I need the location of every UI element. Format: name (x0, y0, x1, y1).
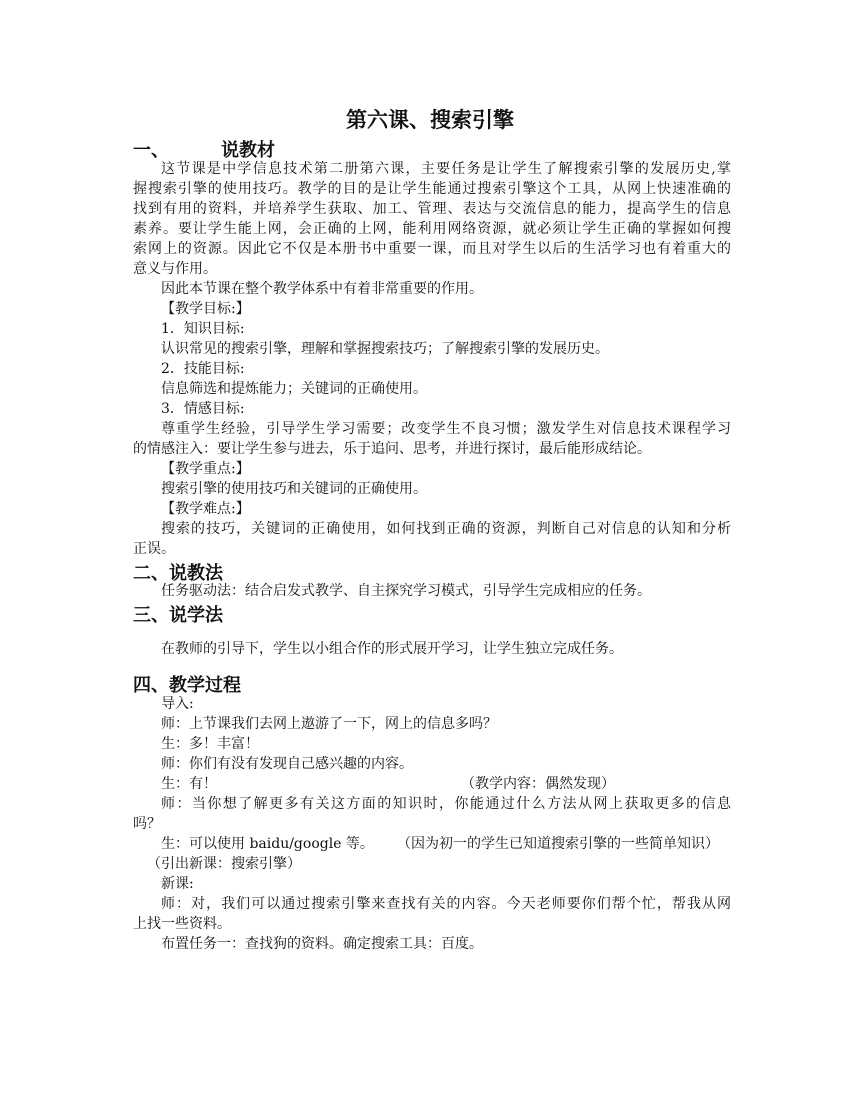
paragraph-line: 找到有用的资料，并培养学生获取、加工、管理、表达与交流信息的能力，提高学生的信息 (133, 201, 731, 217)
new-lesson-label: 新课: (161, 876, 194, 892)
teaching-note: （教学内容：偶然发现） (461, 776, 615, 792)
dialogue-line: 师：对，我们可以通过搜索引擎来查找有关的内容。今天老师要你们帮个忙，帮我从网 (161, 896, 731, 912)
emotion-goal-text: 尊重学生经验，引导学生学习需要；改变学生不良习惯；激发学生对信息技术课程学习 (161, 421, 731, 437)
skill-goal-heading: 2．技能目标: (161, 361, 245, 377)
key-points-text: 搜索引擎的使用技巧和关键词的正确使用。 (161, 481, 427, 497)
emotion-goal-text: 的情感注入：要让学生参与进去，乐于追问、思考，并进行探讨，最后能形成结论。 (133, 441, 651, 457)
dialogue-line: 师：上节课我们去网上遨游了一下，网上的信息多吗？ (161, 716, 497, 732)
dialogue-line: 吗？ (133, 816, 161, 832)
intro-label: 导入: (161, 696, 194, 712)
paragraph-line: 这节课是中学信息技术第二册第六课，主要任务是让学生了解搜索引擎的发展历史,掌 (161, 161, 731, 177)
page-title: 第六课、搜索引擎 (346, 108, 514, 132)
difficult-points-heading: 【教学难点:】 (161, 501, 250, 517)
paragraph-line: 素养。要让学生能上网，会正确的上网，能利用网络资源，就必须让学生正确的掌握如何搜 (133, 221, 731, 237)
dialogue-line: 生：多！丰富！ (161, 736, 259, 752)
dialogue-line: 生：可以使用 baidu/google 等。 (161, 836, 374, 852)
section-heading-2: 二、说教法 (133, 563, 223, 584)
section-title: 说教材 (221, 140, 275, 161)
section-heading-4: 四、教学过程 (133, 675, 241, 696)
knowledge-goal-text: 认识常见的搜索引擎，理解和掌握搜索技巧；了解搜索引擎的发展历史。 (161, 341, 609, 357)
knowledge-goal-heading: 1．知识目标: (161, 321, 245, 337)
difficult-points-text: 搜索的技巧，关键词的正确使用，如何找到正确的资源，判断自己对信息的认知和分析 (161, 521, 731, 537)
teaching-note: （因为初一的学生已知道搜索引擎的一些简单知识） (397, 836, 719, 852)
teaching-method-text: 任务驱动法：结合启发式教学、自主探究学习模式，引导学生完成相应的任务。 (161, 583, 651, 599)
emotion-goal-heading: 3．情感目标: (161, 401, 245, 417)
paragraph-line: 因此本节课在整个教学体系中有着非常重要的作用。 (161, 281, 483, 297)
learning-method-text: 在教师的引导下，学生以小组合作的形式展开学习，让学生独立完成任务。 (161, 641, 623, 657)
dialogue-line: 上找一些资料。 (133, 916, 231, 932)
teaching-note: （引出新课：搜索引擎） (147, 856, 301, 872)
section-heading-3: 三、说学法 (133, 605, 223, 626)
paragraph-line: 意义与作用。 (133, 261, 217, 277)
paragraph-line: 握搜索引擎的使用技巧。教学的目的是让学生能通过搜索引擎这个工具，从网上快速准确的 (133, 181, 731, 197)
dialogue-line: 生：有！ (161, 776, 217, 792)
dialogue-line: 师：当你想了解更多有关这方面的知识时，你能通过什么方法从网上获取更多的信息 (161, 796, 731, 812)
teaching-goals-heading: 【教学目标:】 (161, 301, 250, 317)
paragraph-line: 索网上的资源。因此它不仅是本册书中重要一课，而且对学生以后的生活学习也有着重大的 (133, 241, 731, 257)
dialogue-line: 师：你们有没有发现自己感兴趣的内容。 (161, 756, 413, 772)
skill-goal-text: 信息筛选和提炼能力；关键词的正确使用。 (161, 381, 427, 397)
difficult-points-text: 正误。 (133, 541, 175, 557)
key-points-heading: 【教学重点:】 (161, 461, 250, 477)
section-number: 一、 (133, 140, 169, 161)
task-line: 布置任务一：查找狗的资料。确定搜索工具：百度。 (161, 936, 483, 952)
